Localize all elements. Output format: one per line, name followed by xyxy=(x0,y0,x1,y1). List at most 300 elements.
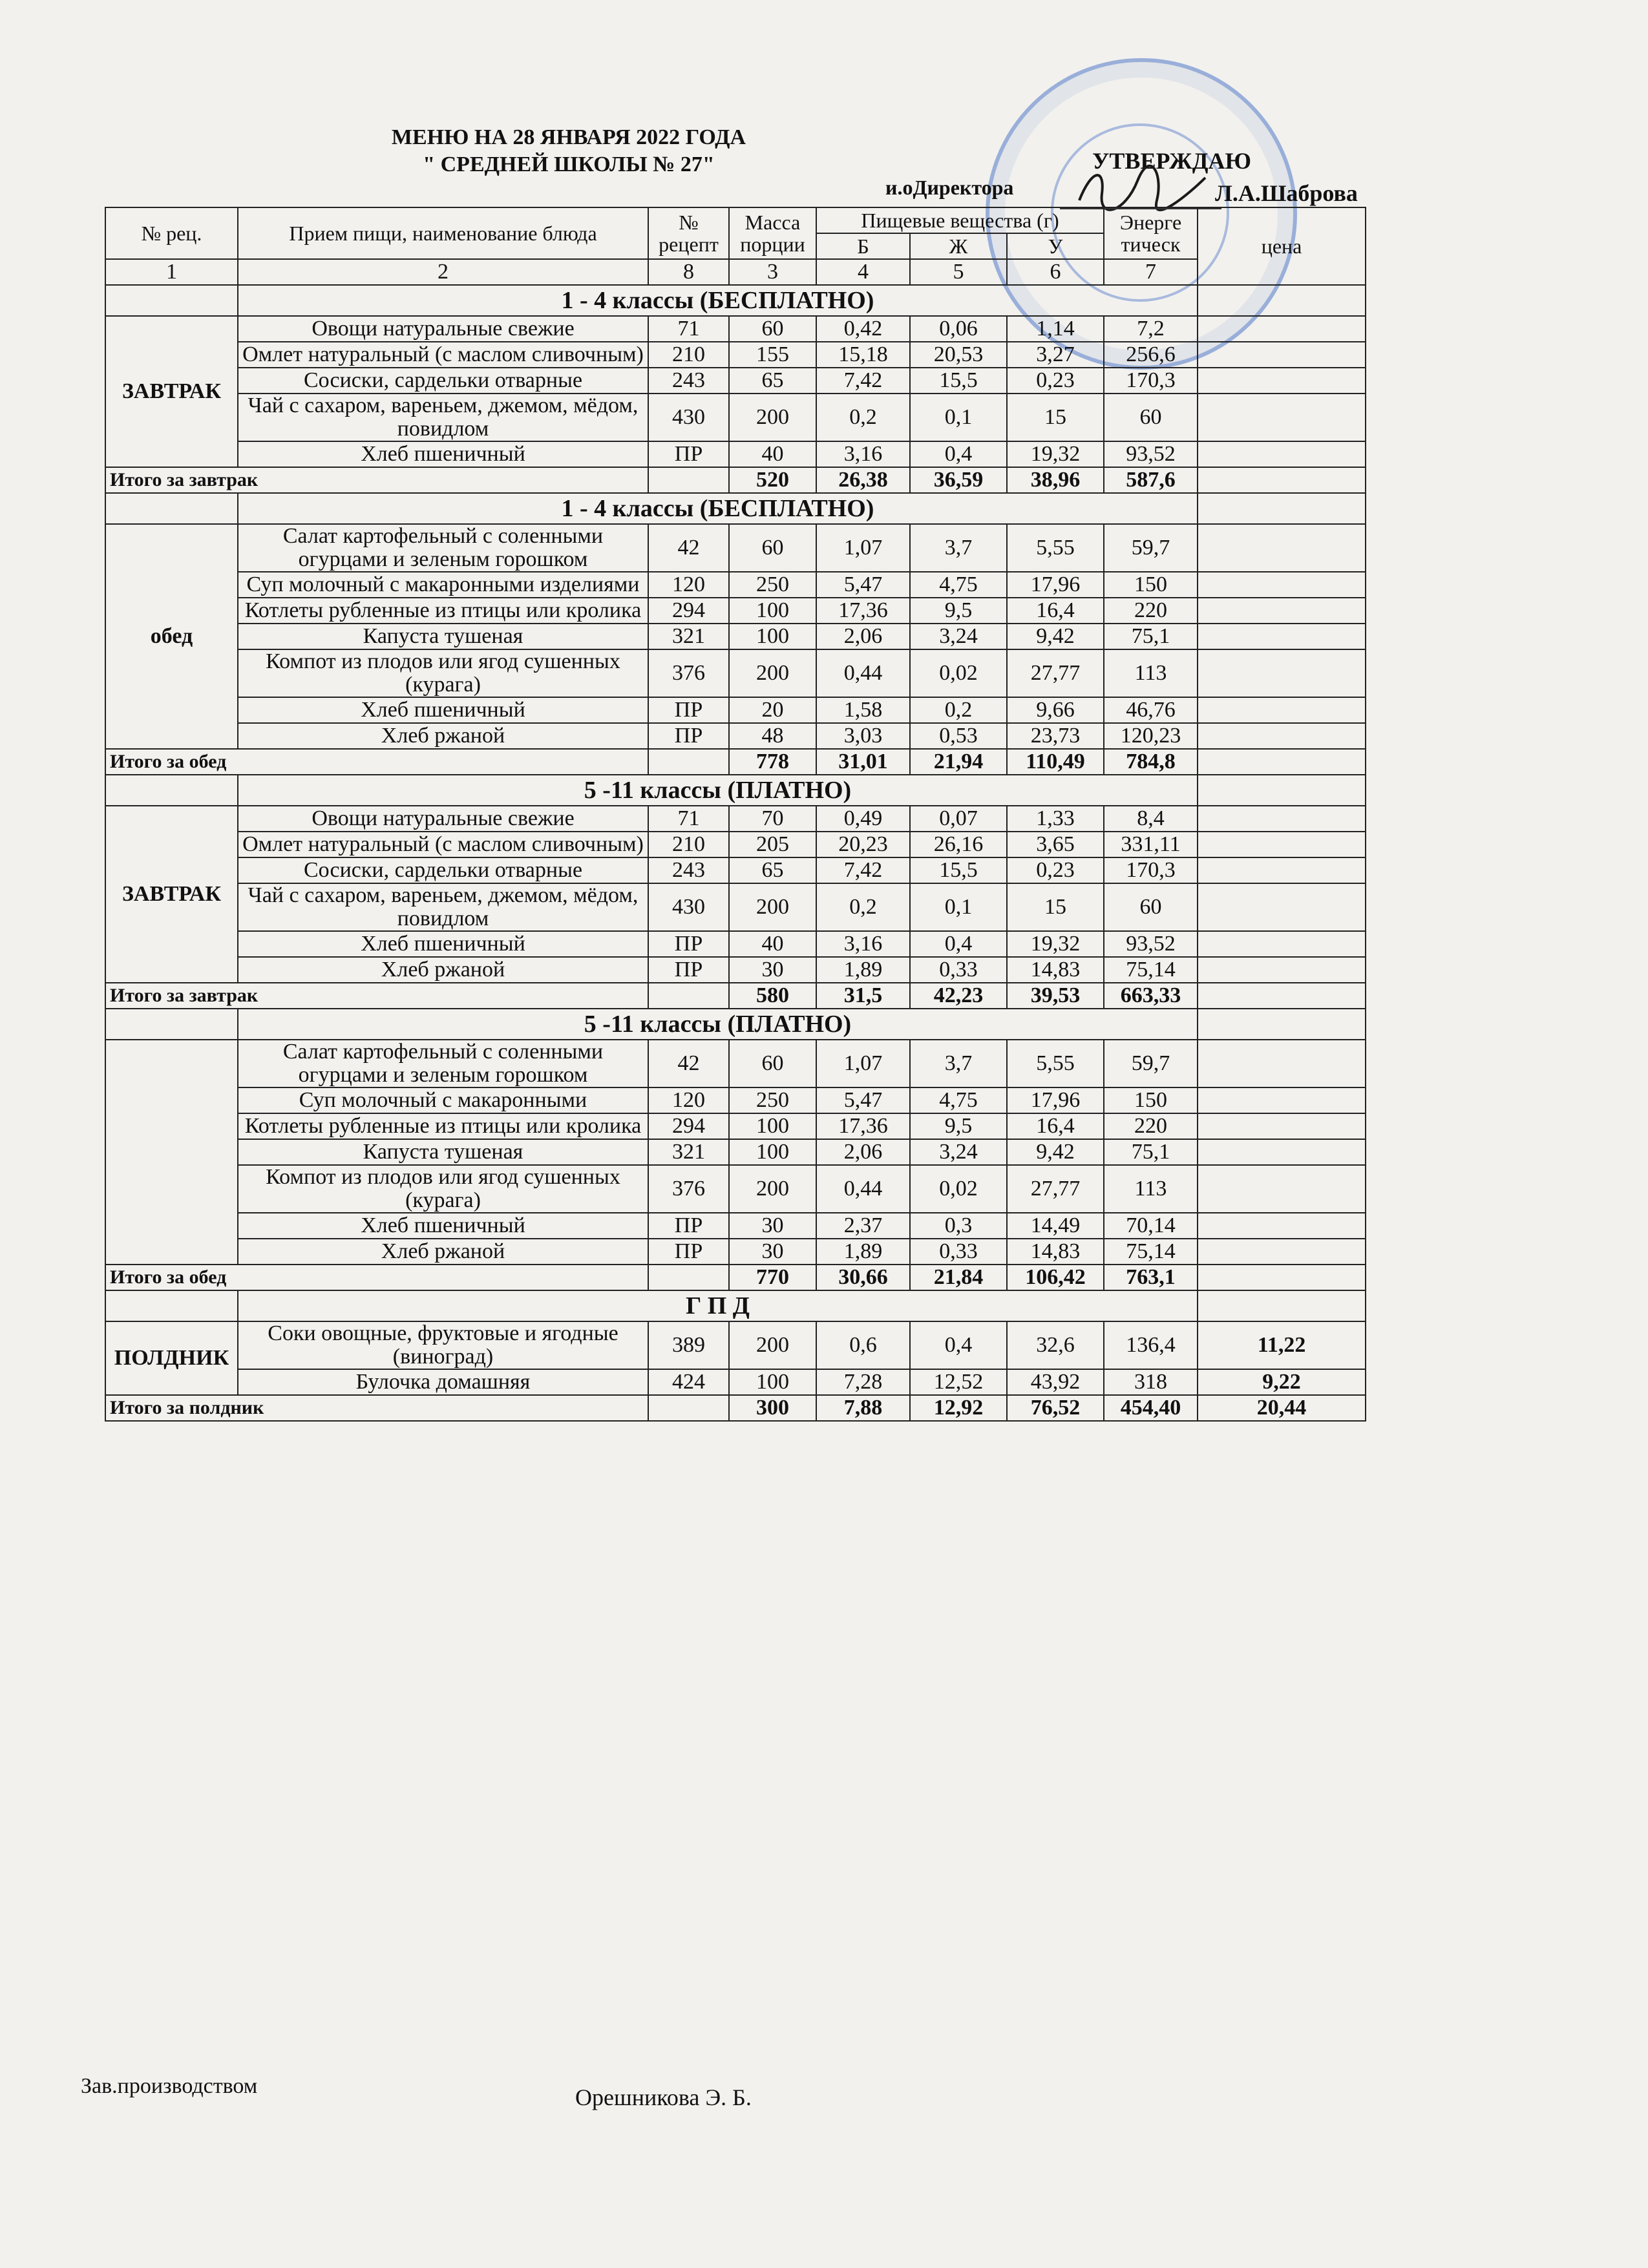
portion-mass: 65 xyxy=(729,857,816,883)
title-line-1: МЕНЮ НА 28 ЯНВАРЯ 2022 ГОДА xyxy=(391,125,746,149)
dish-row xyxy=(105,931,1366,957)
total-mass: 520 xyxy=(729,467,816,493)
dish-row xyxy=(105,1165,1366,1213)
price-cell xyxy=(1198,467,1366,493)
price-cell xyxy=(1198,1265,1366,1290)
dish-name: Котлеты рубленные из птицы или кролика xyxy=(238,1113,648,1139)
carbs: 19,32 xyxy=(1007,931,1104,957)
energy: 318 xyxy=(1104,1369,1198,1395)
meal-label: обед xyxy=(105,524,238,749)
price-cell xyxy=(1198,1165,1366,1213)
recipe-number: 71 xyxy=(648,806,729,832)
dish-row xyxy=(105,806,1366,832)
portion-mass: 250 xyxy=(729,1087,816,1113)
total-price: 20,44 xyxy=(1198,1395,1366,1421)
total-label-row xyxy=(105,983,1366,1009)
fat: 4,75 xyxy=(910,1087,1007,1113)
total-mass: 300 xyxy=(729,1395,816,1421)
recipe-number: 71 xyxy=(648,316,729,342)
recipe-number: 294 xyxy=(648,598,729,624)
price-cell xyxy=(1198,524,1366,572)
carbs: 15 xyxy=(1007,394,1104,441)
dish-row xyxy=(105,342,1366,368)
col-u: У xyxy=(1007,233,1104,259)
protein: 3,03 xyxy=(816,723,910,749)
protein: 0,6 xyxy=(816,1321,910,1369)
total-protein: 7,88 xyxy=(816,1395,910,1421)
section-title: 5 -11 классы (ПЛАТНО) xyxy=(238,775,1198,806)
dish-name: Чай с сахаром, вареньем, джемом, мёдом, повидлом xyxy=(238,394,648,441)
energy: 150 xyxy=(1104,572,1198,598)
col-meal-name: Прием пищи, наименование блюда xyxy=(238,207,648,259)
dish-row xyxy=(105,1239,1366,1265)
total-label: Итого за полдник xyxy=(105,1395,648,1421)
recipe-number: ПР xyxy=(648,723,729,749)
dish-name: Соки овощные, фруктовые и ягодные (виноград) xyxy=(238,1321,648,1369)
section-row xyxy=(105,285,1366,316)
price-cell xyxy=(1198,723,1366,749)
recipe-number: ПР xyxy=(648,1213,729,1239)
price-cell xyxy=(1198,983,1366,1009)
director-name: Л.А.Шаброва xyxy=(1215,180,1358,206)
col-number: 4 xyxy=(816,259,910,285)
dish-row xyxy=(105,368,1366,394)
footer-position: Зав.производством xyxy=(81,2074,258,2098)
dish-row xyxy=(105,697,1366,723)
fat: 0,33 xyxy=(910,957,1007,983)
price-cell xyxy=(1198,394,1366,441)
protein: 1,89 xyxy=(816,957,910,983)
fat: 3,24 xyxy=(910,1139,1007,1165)
energy: 46,76 xyxy=(1104,697,1198,723)
recipe-number: 376 xyxy=(648,649,729,697)
total-carbs: 38,96 xyxy=(1007,467,1104,493)
fat: 0,3 xyxy=(910,1213,1007,1239)
dish-name: Омлет натуральный (с маслом сливочным) xyxy=(238,342,648,368)
fat: 15,5 xyxy=(910,857,1007,883)
dish-name: Салат картофельный с соленными огурцами и зеленым горошком xyxy=(238,1040,648,1087)
section-row xyxy=(105,1009,1366,1040)
col-number: 7 xyxy=(1104,259,1198,285)
energy: 93,52 xyxy=(1104,931,1198,957)
dish-row xyxy=(105,832,1366,857)
col-number: 6 xyxy=(1007,259,1104,285)
recipe-number: 424 xyxy=(648,1369,729,1395)
dish-row xyxy=(105,316,1366,342)
price: 9,22 xyxy=(1198,1369,1366,1395)
dish-row xyxy=(105,598,1366,624)
protein: 7,42 xyxy=(816,857,910,883)
recipe-number: 42 xyxy=(648,1040,729,1087)
dish-row xyxy=(105,883,1366,931)
portion-mass: 200 xyxy=(729,1165,816,1213)
price-cell xyxy=(1198,1009,1366,1040)
total-fat: 12,92 xyxy=(910,1395,1007,1421)
meal-label: ЗАВТРАК xyxy=(105,806,238,983)
energy: 75,14 xyxy=(1104,1239,1198,1265)
portion-mass: 65 xyxy=(729,368,816,394)
energy: 75,14 xyxy=(1104,957,1198,983)
price-cell xyxy=(1198,285,1366,316)
total-carbs: 106,42 xyxy=(1007,1265,1104,1290)
title-line-2: " СРЕДНЕЙ ШКОЛЫ № 27" xyxy=(423,152,715,176)
dish-name: Капуста тушеная xyxy=(238,1139,648,1165)
energy: 331,11 xyxy=(1104,832,1198,857)
meal-label: ЗАВТРАК xyxy=(105,316,238,467)
price-cell xyxy=(1198,316,1366,342)
dish-row xyxy=(105,394,1366,441)
fat: 4,75 xyxy=(910,572,1007,598)
col-price: цена xyxy=(1198,207,1366,285)
price-cell xyxy=(1198,1213,1366,1239)
portion-mass: 100 xyxy=(729,1139,816,1165)
protein: 17,36 xyxy=(816,598,910,624)
carbs: 15 xyxy=(1007,883,1104,931)
portion-mass: 30 xyxy=(729,1213,816,1239)
recipe-number: ПР xyxy=(648,957,729,983)
portion-mass: 60 xyxy=(729,316,816,342)
col-zh: Ж xyxy=(910,233,1007,259)
carbs: 9,42 xyxy=(1007,1139,1104,1165)
dish-name: Хлеб ржаной xyxy=(238,957,648,983)
total-protein: 31,01 xyxy=(816,749,910,775)
fat: 20,53 xyxy=(910,342,1007,368)
dish-name: Хлеб пшеничный xyxy=(238,1213,648,1239)
carbs: 16,4 xyxy=(1007,1113,1104,1139)
col-number: 3 xyxy=(729,259,816,285)
fat: 15,5 xyxy=(910,368,1007,394)
price-cell xyxy=(1198,572,1366,598)
carbs: 0,23 xyxy=(1007,857,1104,883)
fat: 9,5 xyxy=(910,598,1007,624)
recipe-number: 376 xyxy=(648,1165,729,1213)
fat: 3,24 xyxy=(910,624,1007,649)
header-row xyxy=(105,207,1366,233)
carbs: 0,23 xyxy=(1007,368,1104,394)
meal-label xyxy=(105,1040,238,1265)
protein: 7,42 xyxy=(816,368,910,394)
carbs: 17,96 xyxy=(1007,572,1104,598)
portion-mass: 200 xyxy=(729,394,816,441)
protein: 5,47 xyxy=(816,1087,910,1113)
protein: 7,28 xyxy=(816,1369,910,1395)
protein: 20,23 xyxy=(816,832,910,857)
price-cell xyxy=(1198,342,1366,368)
energy: 60 xyxy=(1104,883,1198,931)
recipe-number: 210 xyxy=(648,342,729,368)
approve-label: УТВЕРЖДАЮ xyxy=(1092,148,1252,174)
portion-mass: 200 xyxy=(729,1321,816,1369)
protein: 3,16 xyxy=(816,441,910,467)
price-cell xyxy=(1198,1290,1366,1321)
recipe-number: 210 xyxy=(648,832,729,857)
price-cell xyxy=(1198,368,1366,394)
total-label: Итого за обед xyxy=(105,749,648,775)
dish-row xyxy=(105,624,1366,649)
section-row xyxy=(105,775,1366,806)
portion-mass: 205 xyxy=(729,832,816,857)
dish-row xyxy=(105,857,1366,883)
col-b: Б xyxy=(816,233,910,259)
price-cell xyxy=(1198,493,1366,524)
portion-mass: 200 xyxy=(729,649,816,697)
fat: 12,52 xyxy=(910,1369,1007,1395)
dish-name: Суп молочный с макаронными xyxy=(238,1087,648,1113)
fat: 26,16 xyxy=(910,832,1007,857)
col-rec-no: № рец. xyxy=(105,207,238,259)
dish-row xyxy=(105,1321,1366,1369)
total-energy: 784,8 xyxy=(1104,749,1198,775)
col-energy: Энерге тическ xyxy=(1104,207,1198,259)
carbs: 16,4 xyxy=(1007,598,1104,624)
carbs: 1,14 xyxy=(1007,316,1104,342)
price-cell xyxy=(1198,697,1366,723)
energy: 220 xyxy=(1104,1113,1198,1139)
portion-mass: 70 xyxy=(729,806,816,832)
fat: 0,4 xyxy=(910,1321,1007,1369)
total-fat: 36,59 xyxy=(910,467,1007,493)
dish-name: Компот из плодов или ягод сушенных (курага) xyxy=(238,1165,648,1213)
price-cell xyxy=(1198,649,1366,697)
portion-mass: 200 xyxy=(729,883,816,931)
section-row xyxy=(105,493,1366,524)
dish-name: Булочка домашняя xyxy=(238,1369,648,1395)
column-number-row xyxy=(105,259,1366,285)
carbs: 19,32 xyxy=(1007,441,1104,467)
section-title: 1 - 4 классы (БЕСПЛАТНО) xyxy=(238,285,1198,316)
dish-row xyxy=(105,524,1366,572)
price-cell xyxy=(1198,883,1366,931)
price-cell xyxy=(1198,957,1366,983)
fat: 0,02 xyxy=(910,649,1007,697)
protein: 2,06 xyxy=(816,1139,910,1165)
portion-mass: 60 xyxy=(729,1040,816,1087)
protein: 0,44 xyxy=(816,1165,910,1213)
total-energy: 663,33 xyxy=(1104,983,1198,1009)
section-title: 5 -11 классы (ПЛАТНО) xyxy=(238,1009,1198,1040)
fat: 0,53 xyxy=(910,723,1007,749)
price-cell xyxy=(1198,441,1366,467)
protein: 17,36 xyxy=(816,1113,910,1139)
total-label-row xyxy=(105,749,1366,775)
energy: 60 xyxy=(1104,394,1198,441)
dish-row xyxy=(105,1369,1366,1395)
carbs: 27,77 xyxy=(1007,649,1104,697)
dish-row xyxy=(105,1139,1366,1165)
dish-row xyxy=(105,1113,1366,1139)
footer-name: Орешникова Э. Б. xyxy=(575,2084,752,2110)
price-cell xyxy=(1198,749,1366,775)
recipe-number: 120 xyxy=(648,572,729,598)
protein: 2,37 xyxy=(816,1213,910,1239)
carbs: 14,49 xyxy=(1007,1213,1104,1239)
recipe-number: 321 xyxy=(648,624,729,649)
portion-mass: 250 xyxy=(729,572,816,598)
protein: 1,89 xyxy=(816,1239,910,1265)
price-cell xyxy=(1198,598,1366,624)
price-cell xyxy=(1198,775,1366,806)
dish-name: Сосиски, сардельки отварные xyxy=(238,857,648,883)
price-cell xyxy=(1198,624,1366,649)
recipe-number: 430 xyxy=(648,883,729,931)
price-cell xyxy=(1198,1239,1366,1265)
portion-mass: 48 xyxy=(729,723,816,749)
portion-mass: 40 xyxy=(729,441,816,467)
total-label: Итого за обед xyxy=(105,1265,648,1290)
dish-row xyxy=(105,957,1366,983)
dish-name: Хлеб ржаной xyxy=(238,723,648,749)
dish-name: Хлеб пшеничный xyxy=(238,697,648,723)
recipe-number: 321 xyxy=(648,1139,729,1165)
protein: 5,47 xyxy=(816,572,910,598)
fat: 0,02 xyxy=(910,1165,1007,1213)
total-blank xyxy=(648,467,729,493)
dish-name: Сосиски, сардельки отварные xyxy=(238,368,648,394)
total-protein: 30,66 xyxy=(816,1265,910,1290)
col-number: 2 xyxy=(238,259,648,285)
dish-name: Компот из плодов или ягод сушенных (курага) xyxy=(238,649,648,697)
protein: 0,42 xyxy=(816,316,910,342)
energy: 220 xyxy=(1104,598,1198,624)
energy: 136,4 xyxy=(1104,1321,1198,1369)
section-row xyxy=(105,1290,1366,1321)
dish-name: Хлеб пшеничный xyxy=(238,441,648,467)
carbs: 14,83 xyxy=(1007,1239,1104,1265)
energy: 113 xyxy=(1104,1165,1198,1213)
dish-name: Хлеб пшеничный xyxy=(238,931,648,957)
total-energy: 454,40 xyxy=(1104,1395,1198,1421)
dish-name: Капуста тушеная xyxy=(238,624,648,649)
total-mass: 580 xyxy=(729,983,816,1009)
carbs: 5,55 xyxy=(1007,524,1104,572)
dish-name: Салат картофельный с соленными огурцами и зеленым горошком xyxy=(238,524,648,572)
recipe-number: ПР xyxy=(648,931,729,957)
dish-name: Овощи натуральные свежие xyxy=(238,316,648,342)
total-energy: 587,6 xyxy=(1104,467,1198,493)
dish-row xyxy=(105,723,1366,749)
fat: 9,5 xyxy=(910,1113,1007,1139)
energy: 7,2 xyxy=(1104,316,1198,342)
carbs: 17,96 xyxy=(1007,1087,1104,1113)
recipe-number: ПР xyxy=(648,697,729,723)
carbs: 27,77 xyxy=(1007,1165,1104,1213)
protein: 0,49 xyxy=(816,806,910,832)
section-blank xyxy=(105,775,238,806)
energy: 59,7 xyxy=(1104,524,1198,572)
recipe-number: 389 xyxy=(648,1321,729,1369)
total-blank xyxy=(648,749,729,775)
dish-row xyxy=(105,441,1366,467)
total-label: Итого за завтрак xyxy=(105,467,648,493)
protein: 1,07 xyxy=(816,1040,910,1087)
dish-row xyxy=(105,649,1366,697)
protein: 1,07 xyxy=(816,524,910,572)
dish-row xyxy=(105,572,1366,598)
portion-mass: 60 xyxy=(729,524,816,572)
total-label-row xyxy=(105,467,1366,493)
portion-mass: 30 xyxy=(729,1239,816,1265)
section-blank xyxy=(105,493,238,524)
dish-name: Хлеб ржаной xyxy=(238,1239,648,1265)
col-number: 1 xyxy=(105,259,238,285)
protein: 0,2 xyxy=(816,394,910,441)
total-label-row xyxy=(105,1395,1366,1421)
price-cell xyxy=(1198,1040,1366,1087)
carbs: 9,42 xyxy=(1007,624,1104,649)
energy: 170,3 xyxy=(1104,368,1198,394)
energy: 113 xyxy=(1104,649,1198,697)
total-blank xyxy=(648,983,729,1009)
recipe-number: 243 xyxy=(648,368,729,394)
total-fat: 21,84 xyxy=(910,1265,1007,1290)
protein: 3,16 xyxy=(816,931,910,957)
fat: 0,1 xyxy=(910,394,1007,441)
carbs: 3,27 xyxy=(1007,342,1104,368)
page-title xyxy=(213,124,924,178)
dish-row xyxy=(105,1213,1366,1239)
protein: 0,2 xyxy=(816,883,910,931)
meal-label: ПОЛДНИК xyxy=(105,1321,238,1395)
carbs: 32,6 xyxy=(1007,1321,1104,1369)
section-blank xyxy=(105,285,238,316)
menu-table xyxy=(105,207,1366,1422)
section-title: Г П Д xyxy=(238,1290,1198,1321)
total-blank xyxy=(648,1265,729,1290)
total-label: Итого за завтрак xyxy=(105,983,648,1009)
recipe-number: ПР xyxy=(648,441,729,467)
total-fat: 42,23 xyxy=(910,983,1007,1009)
recipe-number: 42 xyxy=(648,524,729,572)
fat: 3,7 xyxy=(910,1040,1007,1087)
recipe-number: 120 xyxy=(648,1087,729,1113)
portion-mass: 100 xyxy=(729,1113,816,1139)
energy: 75,1 xyxy=(1104,1139,1198,1165)
recipe-number: 294 xyxy=(648,1113,729,1139)
energy: 93,52 xyxy=(1104,441,1198,467)
energy: 150 xyxy=(1104,1087,1198,1113)
recipe-number: 430 xyxy=(648,394,729,441)
fat: 0,4 xyxy=(910,931,1007,957)
portion-mass: 20 xyxy=(729,697,816,723)
carbs: 23,73 xyxy=(1007,723,1104,749)
portion-mass: 155 xyxy=(729,342,816,368)
fat: 0,06 xyxy=(910,316,1007,342)
dish-name: Овощи натуральные свежие xyxy=(238,806,648,832)
protein: 15,18 xyxy=(816,342,910,368)
section-blank xyxy=(105,1290,238,1321)
fat: 0,33 xyxy=(910,1239,1007,1265)
protein: 1,58 xyxy=(816,697,910,723)
price: 11,22 xyxy=(1198,1321,1366,1369)
carbs: 3,65 xyxy=(1007,832,1104,857)
energy: 8,4 xyxy=(1104,806,1198,832)
carbs: 9,66 xyxy=(1007,697,1104,723)
recipe-number: 243 xyxy=(648,857,729,883)
fat: 0,2 xyxy=(910,697,1007,723)
carbs: 1,33 xyxy=(1007,806,1104,832)
dish-row xyxy=(105,1040,1366,1087)
dish-name: Суп молочный с макаронными изделиями xyxy=(238,572,648,598)
fat: 3,7 xyxy=(910,524,1007,572)
director-title: и.оДиректора xyxy=(885,176,1014,199)
dish-name: Чай с сахаром, вареньем, джемом, мёдом, повидлом xyxy=(238,883,648,931)
dish-row xyxy=(105,1087,1366,1113)
carbs: 43,92 xyxy=(1007,1369,1104,1395)
total-protein: 26,38 xyxy=(816,467,910,493)
col-recipe-no: № рецепт xyxy=(648,207,729,259)
energy: 170,3 xyxy=(1104,857,1198,883)
total-carbs: 110,49 xyxy=(1007,749,1104,775)
